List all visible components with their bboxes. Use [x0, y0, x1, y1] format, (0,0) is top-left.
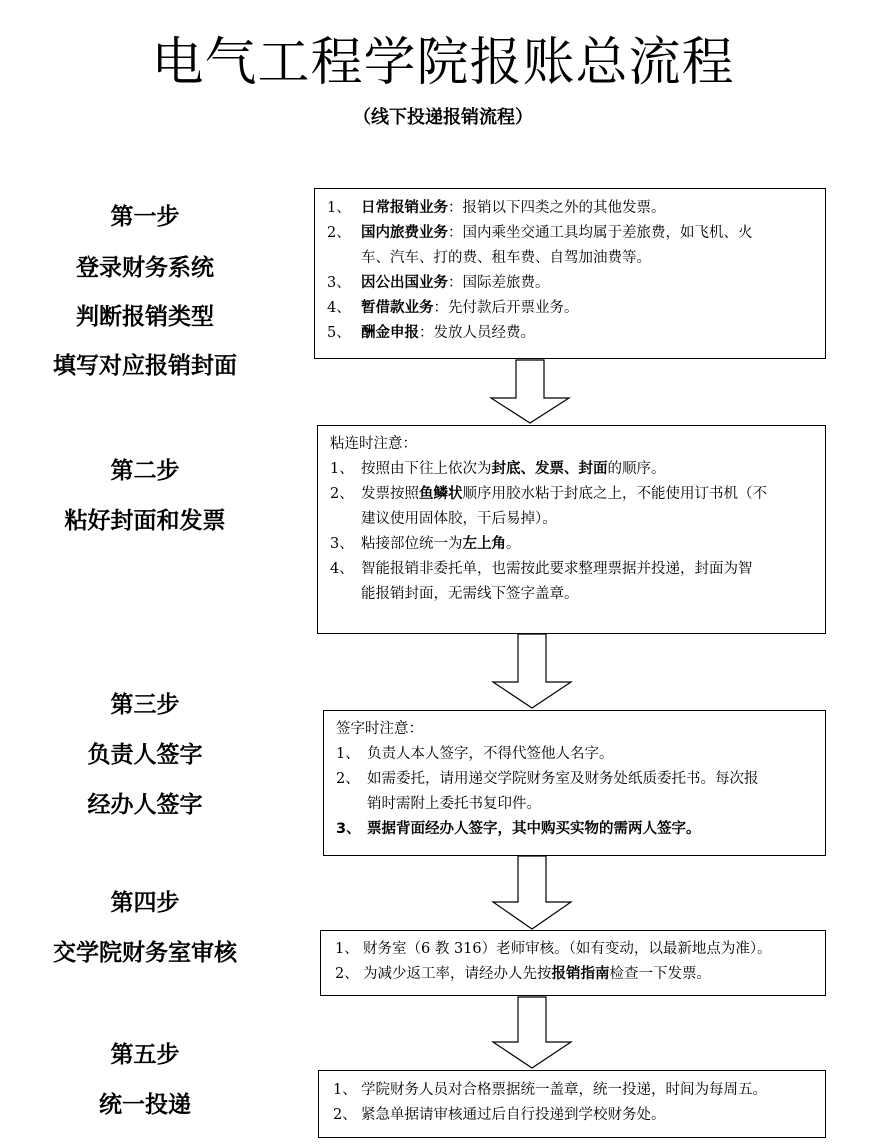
box-review [320, 930, 826, 996]
report-type-4 [361, 296, 579, 321]
pasting-note-3-c: 。 [506, 536, 521, 552]
item-number: 2、 [330, 486, 354, 502]
review-note-2-b: 报销指南 [551, 966, 610, 982]
signing-note-2-cont: 销时需附上委托书复印件。 [367, 796, 541, 812]
item-number: 1、 [327, 200, 351, 216]
pasting-note-3-a: 粘接部位统一为 [361, 536, 463, 552]
step-1-line-2: 判断报销类型 [76, 304, 214, 330]
delivery-note-1: 学院财务人员对合格票据统一盖章，统一投递，时间为每周五。 [361, 1082, 767, 1098]
pasting-note-4-cont: 能报销封面，无需线下签字盖章。 [361, 586, 579, 602]
box-delivery [318, 1070, 826, 1138]
item-number: 4、 [327, 300, 351, 316]
item-number: 1、 [336, 746, 360, 762]
pasting-note-1-b: 封底、发票、封面 [491, 461, 608, 477]
item-number: 4、 [330, 561, 354, 577]
step-3-line-2: 经办人签字 [87, 792, 203, 818]
step-4 [30, 884, 260, 974]
report-type-5-desc: ：发放人员经费。 [419, 325, 535, 341]
report-type-3-name: 因公出国业务 [361, 275, 448, 291]
item-number: 1、 [333, 1082, 357, 1098]
pasting-note-1 [361, 457, 666, 482]
box-pasting-notes [317, 425, 826, 634]
report-type-3 [361, 271, 550, 296]
report-type-2 [361, 221, 753, 246]
report-type-4-desc: ：先付款后开票业务。 [433, 300, 579, 316]
item-number: 3、 [336, 821, 361, 837]
pasting-note-2-cont: 建议使用固体胶，干后易掉）。 [361, 511, 557, 527]
report-type-1-name: 日常报销业务 [361, 200, 448, 216]
signing-note-2: 如需委托，请用递交学院财务室及财务处纸质委托书。每次报 [367, 771, 759, 787]
report-type-5 [361, 321, 535, 346]
step-1-line-1: 登录财务系统 [76, 255, 214, 281]
step-5-label: 第五步 [110, 1042, 180, 1068]
pasting-note-1-a: 按照由下往上依次为 [361, 461, 492, 477]
pasting-note-2-b: 鱼鳞状 [419, 486, 463, 502]
item-number: 2、 [335, 966, 359, 982]
report-type-1-desc: ：报销以下四类之外的其他发票。 [448, 200, 666, 216]
pasting-note-2 [361, 482, 767, 507]
report-type-5-name: 酬金申报 [361, 325, 419, 341]
review-note-1: 财务室（6 教 316）老师审核。（如有变动，以最新地点为准）。 [363, 941, 772, 957]
report-type-4-name: 暂借款业务 [361, 300, 434, 316]
delivery-note-2: 紧急单据请审核通过后自行投递到学校财务处。 [361, 1107, 666, 1123]
step-1-label: 第一步 [110, 204, 180, 230]
step-4-line-1: 交学院财务室审核 [53, 940, 237, 966]
step-2-line-1: 粘好封面和发票 [64, 508, 226, 534]
arrow-down-icon [492, 856, 572, 930]
item-number: 3、 [330, 536, 354, 552]
pasting-note-1-c: 的顺序。 [607, 461, 666, 477]
item-number: 3、 [327, 275, 351, 291]
box-signing-notes [323, 710, 826, 856]
step-3 [30, 686, 260, 826]
report-type-2-name: 国内旅费业务 [361, 225, 448, 241]
step-2 [30, 452, 260, 542]
item-number: 1、 [330, 461, 354, 477]
signing-notes-heading: 签字时注意： [336, 721, 423, 737]
report-type-1 [361, 196, 666, 221]
step-1 [30, 198, 260, 388]
pasting-note-4: 智能报销非委托单，也需按此要求整理票据并投递，封面为智 [361, 561, 753, 577]
page-title: 电气工程学院报账总流程 [151, 33, 735, 93]
pasting-note-3-b: 左上角 [462, 536, 506, 552]
step-3-line-1: 负责人签字 [87, 742, 203, 768]
signing-note-3: 票据背面经办人签字，其中购买实物的需两人签字。 [367, 821, 701, 837]
step-4-label: 第四步 [110, 890, 180, 916]
arrow-down-icon [492, 997, 572, 1069]
item-number: 2、 [336, 771, 360, 787]
review-note-2-c: 检查一下发票。 [609, 966, 711, 982]
item-number: 2、 [333, 1107, 357, 1123]
item-number: 1、 [335, 941, 359, 957]
arrow-down-icon [492, 634, 572, 709]
step-3-label: 第三步 [110, 692, 180, 718]
step-2-label: 第二步 [110, 458, 180, 484]
box-report-types [314, 188, 826, 359]
review-note-2-a: 为减少返工率，请经办人先按 [363, 966, 552, 982]
step-5-line-1: 统一投递 [99, 1092, 191, 1118]
signing-note-1: 负责人本人签字，不得代签他人名字。 [367, 746, 614, 762]
item-number: 2、 [327, 225, 351, 241]
review-note-2 [363, 962, 711, 987]
page-subtitle: （线下投递报销流程） [353, 107, 533, 128]
pasting-notes-heading: 粘连时注意： [330, 436, 417, 452]
pasting-note-2-c: 顺序用胶水粘于封底之上，不能使用订书机（不 [462, 486, 767, 502]
report-type-2-cont: 车、汽车、打的费、租车费、自驾加油费等。 [361, 250, 651, 266]
report-type-3-desc: ：国际差旅费。 [448, 275, 550, 291]
arrow-down-icon [490, 360, 570, 424]
step-1-line-3: 填写对应报销封面 [53, 353, 237, 379]
step-5 [30, 1036, 260, 1126]
pasting-note-3 [361, 532, 521, 557]
report-type-2-desc: ：国内乘坐交通工具均属于差旅费，如飞机、火 [448, 225, 753, 241]
item-number: 5、 [327, 325, 351, 341]
pasting-note-2-a: 发票按照 [361, 486, 419, 502]
